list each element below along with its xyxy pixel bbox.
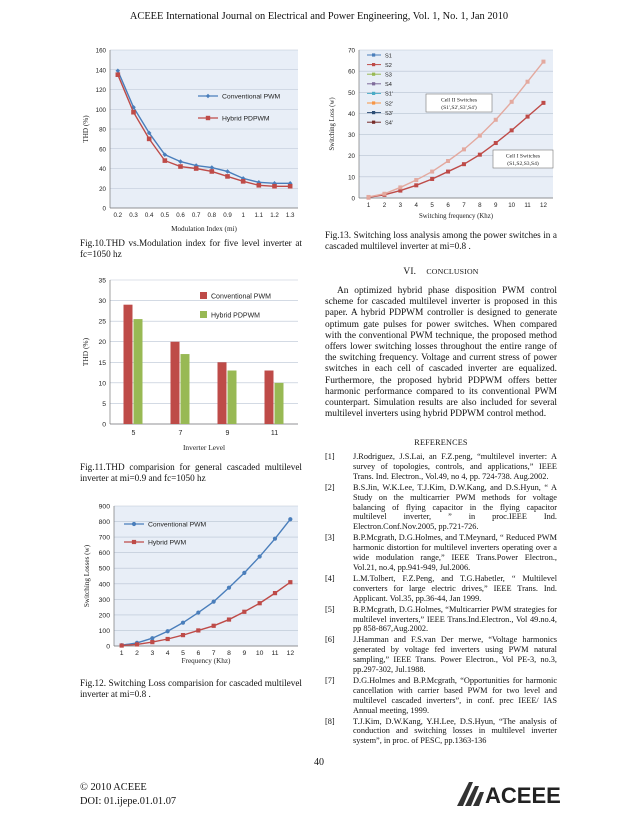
x-tick-label: 3 bbox=[150, 650, 155, 657]
references-heading: REFERENCES bbox=[414, 438, 468, 447]
reference-item bbox=[325, 483, 557, 533]
x-tick-label: 1.2 bbox=[270, 212, 279, 219]
x-tick-label: 10 bbox=[255, 650, 264, 657]
data-point bbox=[120, 643, 124, 647]
reference-item bbox=[325, 452, 557, 482]
data-point bbox=[541, 101, 545, 105]
legend-label: S2 bbox=[385, 62, 392, 69]
data-point bbox=[288, 184, 293, 189]
x-tick-label: 5 bbox=[131, 430, 136, 437]
data-point bbox=[116, 72, 121, 77]
data-point bbox=[163, 158, 168, 163]
x-tick-label: 0.9 bbox=[223, 212, 232, 219]
data-point bbox=[135, 642, 139, 646]
figure-10-chart bbox=[80, 46, 302, 234]
x-axis-label: Inverter Level bbox=[182, 443, 226, 452]
annotation-text: (S1',S2',S3',S4') bbox=[441, 105, 477, 111]
reference-text: L.M.Tolbert, F.Z.Peng, and T.G.Habetler, “ Multilevel converters for large electric drives,” IEEE Trans. Ind. Applicant. Vol.35, pp.36-44, Jan 1999. bbox=[353, 573, 557, 603]
y-tick-label: 700 bbox=[98, 534, 110, 542]
y-tick-label: 35 bbox=[98, 277, 106, 285]
x-tick-label: 2 bbox=[382, 202, 387, 209]
y-tick-label: 30 bbox=[98, 298, 106, 306]
y-tick-label: 400 bbox=[98, 581, 110, 589]
x-tick-label: 12 bbox=[286, 650, 295, 657]
figure-11-svg bbox=[80, 276, 302, 454]
reference-item bbox=[325, 533, 557, 573]
reference-number: [4] bbox=[325, 573, 335, 583]
x-tick-label: 7 bbox=[211, 650, 216, 657]
y-tick-label: 15 bbox=[98, 359, 106, 367]
y-tick-label: 40 bbox=[99, 166, 106, 173]
figure-11-caption: Fig.11.THD comparision for general cascaded multilevel inverter at mi=0.9 and fc=1050 hz bbox=[80, 462, 302, 484]
y-axis-label: THD (%) bbox=[82, 115, 90, 143]
data-point bbox=[227, 617, 231, 621]
data-point bbox=[132, 540, 136, 544]
y-axis-label: Switching Losses (w) bbox=[83, 544, 91, 608]
legend-marker bbox=[372, 92, 375, 95]
x-axis-label: Switching frequency (Khz) bbox=[419, 213, 493, 220]
bar bbox=[218, 362, 227, 424]
legend-label: S3' bbox=[385, 110, 393, 117]
y-tick-label: 0 bbox=[102, 205, 106, 213]
data-point bbox=[196, 610, 200, 614]
data-point bbox=[414, 183, 418, 187]
conclusion-heading-number: VI. bbox=[403, 267, 417, 277]
x-tick-label: 0.8 bbox=[207, 212, 217, 219]
reference-text: J.Hamman and F.S.van Der merwe, “Voltage harmonics generated by voltage fed inverters using PWM natural sampling,” IEEE Trans. Power Electron., Vol PE-3, no.3, pp.297-302, Jul.1988. bbox=[353, 635, 557, 675]
reference-number: [8] bbox=[325, 716, 335, 726]
y-tick-label: 100 bbox=[95, 106, 106, 114]
conclusion-heading bbox=[325, 267, 557, 277]
figure-12-svg bbox=[80, 500, 302, 666]
y-tick-label: 60 bbox=[99, 146, 106, 154]
data-point bbox=[446, 170, 450, 174]
annotation-text: Cell I Switches bbox=[505, 153, 541, 160]
data-point bbox=[131, 110, 136, 115]
reference-text: D.G.Holmes and B.P.Mcgrath, “Opportunities for harmonic cancellation with carrier based PWM for two level and multilevel cascaded inverters”, in conf. prec IEEE/ IAS Annual meeting, 1999. bbox=[353, 675, 557, 715]
x-tick-label: 2 bbox=[135, 650, 139, 657]
aceee-logo-mark bbox=[455, 778, 565, 808]
y-tick-label: 50 bbox=[348, 89, 355, 97]
data-point bbox=[367, 195, 371, 199]
legend-marker bbox=[372, 63, 375, 66]
reference-number: [2] bbox=[325, 482, 335, 492]
y-tick-label: 0 bbox=[106, 643, 110, 651]
legend-marker bbox=[372, 101, 375, 104]
data-point bbox=[510, 128, 514, 132]
data-point bbox=[478, 134, 482, 138]
data-point bbox=[462, 162, 466, 166]
x-tick-label: 8 bbox=[478, 202, 482, 209]
legend-marker bbox=[372, 111, 375, 114]
x-tick-label: 10 bbox=[508, 202, 516, 209]
x-tick-label: 1 bbox=[366, 202, 371, 209]
figure-13-svg bbox=[325, 46, 557, 224]
y-tick-label: 10 bbox=[348, 174, 355, 182]
y-tick-label: 600 bbox=[98, 550, 110, 558]
data-point bbox=[212, 600, 216, 604]
y-axis-label: THD (%) bbox=[81, 337, 90, 367]
x-tick-label: 5 bbox=[430, 202, 434, 209]
legend-marker bbox=[372, 73, 375, 76]
reference-text: B.P.Mcgrath, D.G.Holmes, and T.Meynard, “ Reduced PWM harmonic distortion for multilevel inverters operating over a wide modulation range,” IEEE Trans.Power Electron., Vol.21, no.4, pp.941-949, Jul.2006. bbox=[353, 533, 557, 572]
x-tick-label: 5 bbox=[181, 650, 185, 657]
reference-item bbox=[325, 605, 557, 635]
legend-label: S1 bbox=[385, 53, 392, 60]
journal-header: ACEEE International Journal on Electrical and Power Engineering, Vol. 1, No. 1, Jan 2010 bbox=[129, 11, 509, 22]
data-point bbox=[494, 141, 498, 145]
data-point bbox=[225, 174, 230, 179]
figure-13-caption: Fig.13. Switching loss analysis among the power switches in a cascaded multilevel inverter at mi=0.8 . bbox=[325, 230, 557, 252]
data-point bbox=[150, 636, 154, 640]
data-point bbox=[398, 185, 402, 189]
x-tick-label: 6 bbox=[446, 202, 450, 209]
y-tick-label: 300 bbox=[98, 596, 110, 604]
aceee-logo-text: ACEEE bbox=[485, 783, 561, 808]
data-point bbox=[272, 184, 277, 189]
reference-number: [3] bbox=[325, 533, 335, 543]
reference-number: [5] bbox=[325, 604, 335, 614]
data-point bbox=[273, 591, 277, 595]
y-tick-label: 100 bbox=[98, 627, 110, 635]
data-point bbox=[166, 629, 170, 633]
x-tick-label: 9 bbox=[242, 650, 247, 657]
data-point bbox=[288, 517, 292, 521]
reference-item bbox=[325, 574, 557, 604]
y-tick-label: 800 bbox=[98, 519, 110, 527]
reference-item bbox=[325, 717, 557, 747]
data-point bbox=[541, 60, 545, 64]
reference-number: [6] bbox=[325, 635, 335, 645]
data-point bbox=[196, 628, 200, 632]
x-tick-label: 1 bbox=[119, 650, 124, 657]
x-tick-label: 4 bbox=[165, 650, 170, 657]
legend-label: S3 bbox=[385, 72, 392, 79]
reference-number: [1] bbox=[325, 452, 335, 461]
legend-label: Conventional PWM bbox=[222, 93, 281, 101]
data-point bbox=[510, 100, 514, 104]
data-point bbox=[257, 183, 262, 188]
reference-number: [7] bbox=[325, 675, 335, 685]
data-point bbox=[241, 179, 246, 184]
x-tick-label: 0.3 bbox=[129, 212, 138, 219]
y-tick-label: 60 bbox=[348, 68, 355, 76]
legend-label: S2' bbox=[385, 101, 393, 108]
figure-11-chart bbox=[80, 276, 302, 454]
data-point bbox=[526, 115, 530, 119]
x-tick-label: 0.4 bbox=[144, 212, 154, 219]
y-tick-label: 5 bbox=[102, 400, 106, 408]
figure-10-caption: Fig.10.THD vs.Modulation index for five level inverter at fc=1050 hz bbox=[80, 238, 302, 260]
x-tick-label: 9 bbox=[225, 430, 230, 437]
data-point bbox=[147, 137, 152, 142]
y-tick-label: 80 bbox=[99, 126, 106, 134]
y-tick-label: 120 bbox=[95, 87, 106, 94]
data-point bbox=[446, 159, 450, 163]
y-tick-label: 900 bbox=[98, 503, 110, 511]
y-tick-label: 70 bbox=[348, 47, 355, 55]
annotation-cell-i bbox=[493, 150, 553, 168]
y-tick-label: 160 bbox=[95, 47, 106, 55]
data-point bbox=[132, 522, 136, 526]
bar bbox=[181, 354, 190, 424]
x-axis-label: Modulation Index (mi) bbox=[171, 225, 237, 233]
conclusion-paragraph: An optimized hybrid phase disposition PWM control scheme for cascaded multilevel inverter is proposed in this paper. A hybrid PDPWM controller is designed to generate optimum gate pulses for power switches. When compared with the conventional PWM technique, the proposed method offers lower switching losses throughout the entire range of the switching frequency. Voltage and current stress of power switches in each cell of cascaded inverter are equalized. Furthermore, the proposed hybrid PDPWM offers better harmonic performance compared to its conventional PWM counterpart. Simulation results are also included for several multilevel inverters using hybrid PDPWM control method. bbox=[325, 286, 557, 420]
data-point bbox=[242, 571, 246, 575]
reference-text: T.J.Kim, D.W.Kang, Y.H.Lee, D.S.Hyun, “The analysis of conduction and switching losses in multilevel inverter system”, in proc. of PESC, pp.1363-136 bbox=[353, 716, 557, 746]
data-point bbox=[194, 166, 199, 171]
reference-text: B.S.Jin, W.K.Lee, T.J.Kim, D.W.Kang, and D.S.Hyun, “ A Study on the multicarrier PWM methods for voltage balancing of flying capacitor in the flying capacitor multilevel inverter, ” in proc.IEEE Ind. Electron.Conf.Nov.2005, pp.721-726. bbox=[353, 482, 557, 532]
data-point bbox=[273, 537, 277, 541]
annotation-text: (S1,S2,S3,S4) bbox=[507, 161, 539, 167]
y-tick-label: 200 bbox=[98, 612, 110, 620]
annotation-cell-ii bbox=[426, 94, 492, 112]
reference-item bbox=[325, 676, 557, 716]
y-tick-label: 20 bbox=[348, 153, 355, 161]
x-tick-label: 6 bbox=[196, 650, 201, 657]
bar bbox=[134, 319, 143, 424]
data-point bbox=[430, 177, 434, 181]
figure-12-caption: Fig.12. Switching Loss comparision for cascaded multilevel inverter at mi=0.8 . bbox=[80, 678, 302, 700]
x-tick-label: 11 bbox=[270, 430, 279, 437]
legend-label: Conventional PWM bbox=[148, 521, 207, 529]
y-tick-label: 20 bbox=[99, 185, 106, 193]
data-point bbox=[166, 637, 170, 641]
legend-label: S4' bbox=[385, 120, 393, 127]
data-point bbox=[526, 80, 530, 84]
bar bbox=[265, 371, 274, 424]
x-tick-label: 0.2 bbox=[113, 212, 123, 219]
figure-10-svg bbox=[80, 46, 302, 234]
data-point bbox=[494, 118, 498, 122]
data-point bbox=[462, 147, 466, 151]
bar bbox=[228, 371, 237, 424]
data-point bbox=[181, 621, 185, 625]
x-tick-label: 0.7 bbox=[191, 212, 201, 219]
y-axis-label: Switching Loss (w) bbox=[329, 97, 336, 151]
reference-text: B.P.Mcgrath, D.G.Holmes, “Multicarrier PWM strategies for multilevel inverters,” IEEE Trans.Ind.Electron., Vol 49.no.4, pp 858-867,Aug.2002. bbox=[353, 604, 557, 634]
y-tick-label: 140 bbox=[95, 67, 106, 75]
x-tick-label: 11 bbox=[271, 650, 279, 657]
bar bbox=[171, 342, 180, 424]
y-tick-label: 40 bbox=[348, 110, 355, 118]
y-tick-label: 30 bbox=[348, 132, 355, 140]
data-point bbox=[181, 633, 185, 637]
data-point bbox=[178, 164, 183, 169]
data-point bbox=[288, 580, 292, 584]
figure-13-chart bbox=[325, 46, 557, 224]
x-tick-label: 9 bbox=[494, 202, 498, 209]
y-tick-label: 10 bbox=[98, 380, 106, 388]
x-tick-label: 12 bbox=[540, 202, 547, 209]
legend-marker bbox=[372, 53, 375, 56]
data-point bbox=[414, 178, 418, 182]
y-tick-label: 0 bbox=[102, 421, 106, 429]
x-tick-label: 4 bbox=[414, 202, 418, 209]
figure-12-chart bbox=[80, 500, 302, 666]
bar bbox=[275, 383, 284, 424]
footer-doi: DOI: 01.ijepe.01.01.07 bbox=[80, 796, 177, 807]
bar bbox=[124, 305, 133, 424]
legend-swatch bbox=[200, 292, 207, 299]
conclusion-heading-text: CONCLUSION bbox=[426, 267, 479, 276]
y-tick-label: 20 bbox=[98, 339, 106, 347]
legend-label: S1' bbox=[385, 91, 393, 98]
aceee-logo bbox=[455, 778, 565, 808]
legend-label: Hybrid PDPWM bbox=[211, 312, 261, 320]
references-list bbox=[325, 452, 557, 747]
y-tick-label: 500 bbox=[98, 565, 110, 573]
x-tick-label: 8 bbox=[227, 650, 231, 657]
data-point bbox=[150, 640, 154, 644]
annotation-text: Cell II Switches bbox=[440, 97, 478, 104]
data-point bbox=[242, 610, 246, 614]
legend-label: Hybrid PWM bbox=[148, 539, 187, 547]
legend-label: Conventional PWM bbox=[211, 293, 271, 301]
data-point bbox=[210, 169, 215, 174]
x-tick-label: 0.6 bbox=[176, 212, 185, 219]
data-point bbox=[227, 586, 231, 590]
data-point bbox=[430, 170, 434, 174]
footer-copyright: © 2010 ACEEE bbox=[80, 782, 147, 793]
legend-label: Hybrid PDPWM bbox=[222, 115, 270, 123]
x-tick-label: 1 bbox=[241, 212, 245, 219]
data-point bbox=[206, 116, 210, 120]
y-tick-label: 0 bbox=[351, 195, 355, 203]
x-tick-label: 1.1 bbox=[254, 212, 264, 219]
page-number: 40 bbox=[314, 757, 324, 768]
data-point bbox=[382, 192, 386, 196]
legend-swatch bbox=[200, 311, 207, 318]
legend-label: S4 bbox=[385, 82, 392, 89]
x-tick-label: 0.5 bbox=[160, 212, 170, 219]
x-tick-label: 1.3 bbox=[285, 212, 295, 219]
x-tick-label: 7 bbox=[462, 202, 466, 209]
data-point bbox=[212, 624, 216, 628]
reference-text: J.Rodriguez, J.S.Lai, an F.Z.peng, “multilevel inverter: A survey of topologies, controls, and applications,” IEEE Trans. Ind. Electron., Vol.49, no 4, pp. 724-738. Aug.2002. bbox=[353, 452, 557, 481]
data-point bbox=[478, 153, 482, 157]
legend-marker bbox=[372, 82, 375, 85]
data-point bbox=[258, 554, 262, 558]
reference-item bbox=[325, 635, 557, 675]
legend-marker bbox=[372, 121, 375, 124]
y-tick-label: 25 bbox=[98, 318, 106, 326]
x-tick-label: 11 bbox=[524, 202, 531, 209]
x-axis-label: Frequency (Khz) bbox=[181, 657, 231, 665]
x-tick-label: 3 bbox=[398, 202, 403, 209]
x-tick-label: 7 bbox=[178, 430, 183, 437]
data-point bbox=[258, 601, 262, 605]
